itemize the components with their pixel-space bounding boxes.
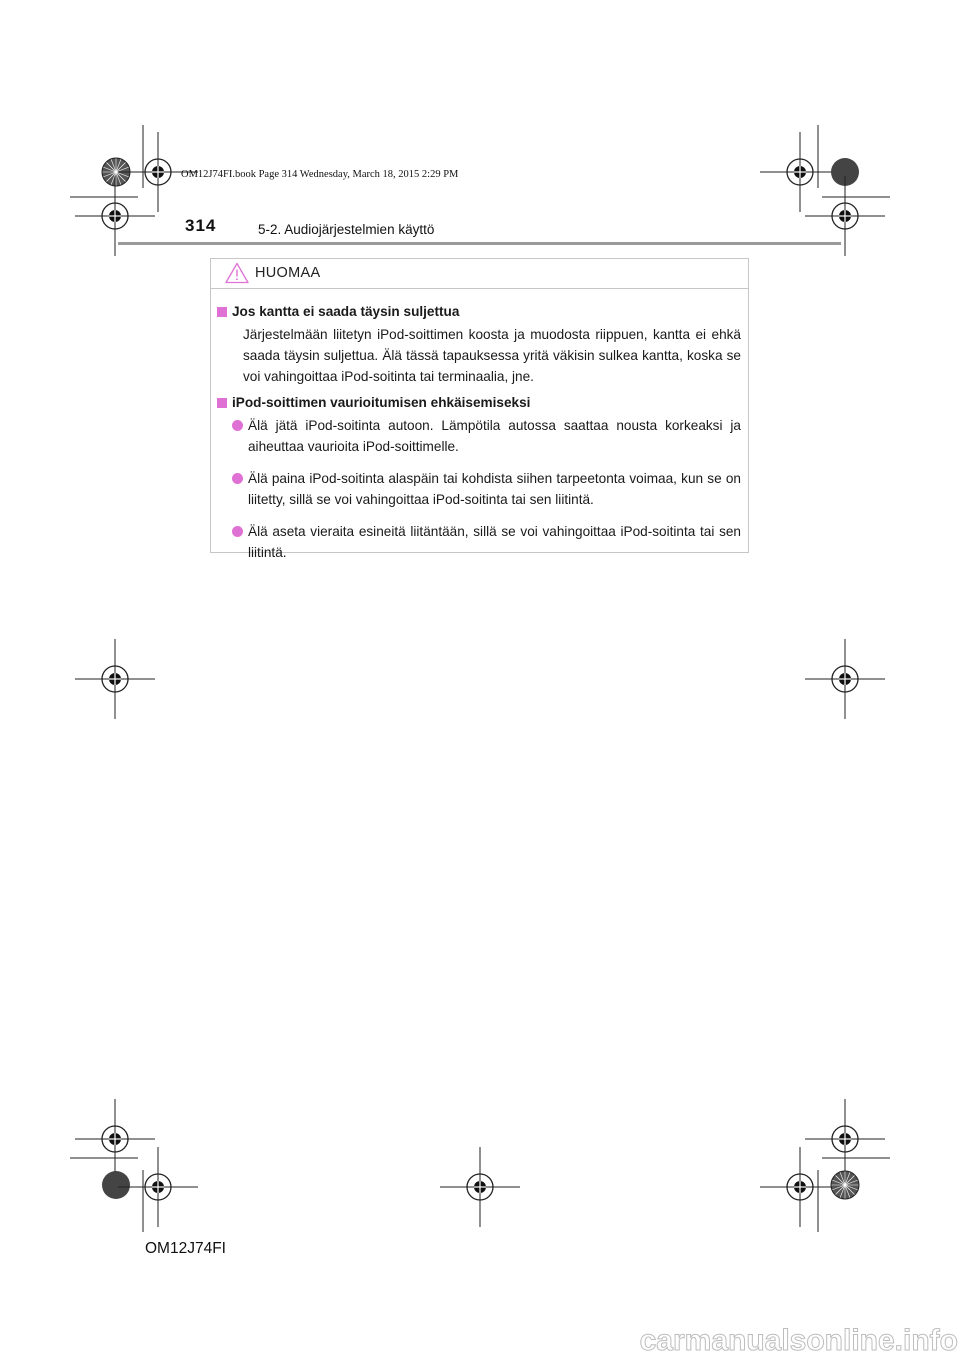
square-bullet-icon	[217, 307, 227, 317]
section-heading	[217, 302, 741, 322]
section-heading-text: iPod-soittimen vaurioitumisen ehkäisemiseksi	[232, 395, 531, 410]
notice-section-damage	[217, 393, 741, 563]
list-item	[217, 521, 741, 563]
notice-body	[211, 289, 748, 563]
list-item	[217, 415, 741, 457]
circle-bullet-icon	[232, 473, 243, 484]
section-paragraph: Järjestelmään liitetyn iPod-soittimen koosta ja muodosta riippuen, kantta ei ehkä saada täysin suljettua. Älä tässä tapauksessa yritä väkisin sulkea kantta, koska se voi vahingoittaa iPod-soitinta tai terminaalia, jne.	[243, 327, 741, 384]
section-heading-text: Jos kantta ei saada täysin suljettua	[232, 304, 460, 319]
list-item	[217, 468, 741, 510]
list-item-text: Älä aseta vieraita esineitä liitäntään, sillä se voi vahingoittaa iPod-soitinta tai sen liitintä.	[248, 524, 741, 560]
warning-triangle-icon	[225, 262, 249, 284]
svg-text:carmanualsonline.info: carmanualsonline.info	[639, 1324, 958, 1357]
list-item-text: Älä jätä iPod-soitinta autoon. Lämpötila autossa saattaa nousta korkeaksi ja aiheuttaa vaurioita iPod-soittimelle.	[248, 418, 741, 454]
list-item-text: Älä paina iPod-soitinta alaspäin tai kohdista siihen tarpeetonta voimaa, kun se on liitetty, sillä se voi vahingoittaa iPod-soitinta tai sen liitintä.	[248, 471, 741, 507]
square-bullet-icon	[217, 398, 227, 408]
section-title: 5-2. Audiojärjestelmien käyttö	[258, 222, 435, 237]
notice-header	[211, 259, 748, 289]
section-heading	[217, 393, 741, 413]
watermark-logo	[0, 1322, 960, 1358]
notice-title: HUOMAA	[255, 265, 321, 281]
circle-bullet-icon	[232, 526, 243, 537]
notice-section-cover	[217, 302, 741, 387]
page-number: 314	[185, 216, 217, 235]
footer-code: OM12J74FI	[145, 1240, 226, 1257]
notice-box	[210, 258, 749, 560]
header-rule	[118, 242, 841, 245]
circle-bullet-icon	[232, 420, 243, 431]
book-info-line: OM12J74FI.book Page 314 Wednesday, March 18, 2015 2:29 PM	[181, 169, 459, 180]
